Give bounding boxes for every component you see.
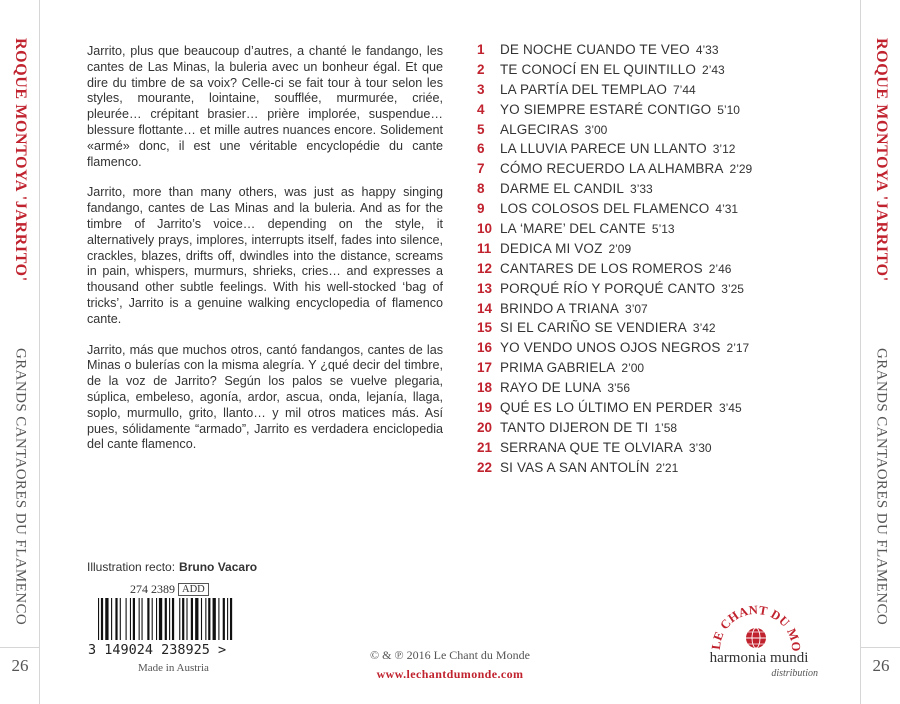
track-title: DARME EL CANDIL [500, 181, 625, 197]
track-title: QUÉ ES LO ÚLTIMO EN PERDER [500, 400, 713, 416]
track-number: 6 [477, 141, 485, 157]
track-duration: 2’17 [726, 341, 750, 356]
track-title: TANTO DIJERON DE TI [500, 419, 649, 435]
illustration-artist: Bruno Vacaro [179, 560, 258, 574]
track-row [477, 221, 807, 241]
track-title: SERRANA QUE TE OLVIARA [500, 439, 683, 455]
track-number: 1 [477, 42, 485, 57]
track-title: YO SIEMPRE ESTARÉ CONTIGO [500, 101, 712, 117]
right-spine [860, 0, 900, 704]
barcode-number: 3 149024 238925 > [88, 642, 227, 658]
track-duration: 3’25 [721, 281, 744, 296]
track-row [477, 141, 807, 161]
track-title: SI VAS A SAN ANTOLÍN [500, 459, 650, 475]
track-number: 3 [477, 81, 485, 97]
track-title: LA LLUVIA PARECE UN LLANTO [500, 141, 707, 157]
track-row [477, 82, 807, 102]
spine-artist-name: ROQUE MONTOYA 'JARRITO' [12, 38, 29, 282]
track-number: 17 [477, 360, 493, 376]
track-number: 18 [477, 380, 493, 396]
track-duration: 2’46 [708, 261, 732, 276]
track-number: 9 [477, 201, 485, 217]
track-title: LOS COLOSOS DEL FLAMENCO [500, 201, 710, 217]
distribution-label: distribution [771, 668, 818, 679]
spine-series-title: GRANDS CANTAORES DU FLAMENCO [873, 348, 890, 626]
made-in-label: Made in Austria [138, 662, 209, 674]
track-title: TE CONOCÍ EN EL QUINTILLO [500, 61, 697, 77]
spine-volume-number: 26 [872, 656, 890, 675]
track-title: SI EL CARIÑO SE VENDIERA [500, 320, 687, 336]
track-duration: 3’42 [692, 321, 716, 336]
track-row [477, 201, 807, 221]
track-number: 14 [477, 300, 493, 316]
track-row [477, 42, 807, 62]
track-duration: 3’00 [584, 122, 608, 137]
track-number: 5 [477, 121, 485, 137]
track-duration: 4’33 [695, 43, 719, 57]
track-row [477, 62, 807, 82]
track-duration: 7’44 [672, 82, 696, 97]
track-row [477, 301, 807, 321]
catalog-code: 274 2389 [130, 582, 175, 596]
track-number: 13 [477, 280, 493, 296]
track-number: 19 [477, 400, 493, 416]
track-number: 8 [477, 181, 485, 197]
track-duration: 2’29 [729, 162, 753, 177]
track-number: 21 [477, 439, 493, 455]
track-row [477, 460, 807, 480]
track-title: ALGECIRAS [500, 121, 579, 137]
spine-artist-name: ROQUE MONTOYA 'JARRITO' [873, 38, 890, 282]
track-row [477, 380, 807, 400]
track-title: LA ‘MARE’ DEL CANTE [500, 221, 646, 237]
track-title: PRIMA GABRIELA [500, 360, 616, 376]
track-duration: 3’56 [607, 381, 631, 396]
track-title: LA PARTÍA DEL TEMPLAO [500, 81, 667, 97]
copyright-notice: © & ℗ 2016 Le Chant du Monde [370, 648, 530, 662]
track-title: RAYO DE LUNA [500, 380, 602, 396]
notes-french: Jarrito, plus que beaucoup d’autres, a chanté le fandango, les cantes de Las Minas, la buleria avec un bonheur égal. Et que dire du timbre de sa voix? Celle-ci se fait tour à tour selon les styles, mourante, lointaine, soufflée, murmurée, criée, pleurée… crépitant brasier… prière implorée, suspendue… blessure flottante… et mille autres nuances encore. Solidement «armé» donc, il est une véritable encyclopédie du cante flamenco. [87, 44, 443, 169]
track-number: 12 [477, 260, 493, 276]
track-row [477, 261, 807, 281]
harmonia-mundi-name: harmonia mundi [709, 650, 809, 666]
track-number: 20 [477, 419, 493, 435]
add-badge: ADD [178, 583, 209, 596]
track-row [477, 181, 807, 201]
track-row [477, 400, 807, 420]
track-row [477, 420, 807, 440]
track-duration: 3’30 [688, 440, 712, 455]
track-duration: 2’43 [702, 62, 725, 77]
track-title: CÓMO RECUERDO LA ALHAMBRA [500, 161, 724, 177]
track-title: PORQUÉ RÍO Y PORQUÉ CANTO [500, 280, 716, 296]
track-duration: 5’10 [717, 102, 740, 117]
track-number: 16 [477, 340, 493, 356]
track-duration: 2’09 [608, 241, 632, 256]
track-row [477, 122, 807, 142]
track-duration: 2’00 [621, 361, 645, 376]
track-row [477, 161, 807, 181]
track-row [477, 241, 807, 261]
track-duration: 3’33 [630, 182, 653, 197]
track-duration: 5’13 [651, 222, 675, 237]
track-duration: 3’12 [712, 142, 736, 157]
track-duration: 4’31 [715, 202, 739, 217]
logo-arc-text: LE CHANT DU MO [708, 602, 804, 653]
track-number: 7 [477, 161, 485, 177]
track-duration: 1’58 [654, 420, 678, 435]
notes-spanish: Jarrito, más que muchos otros, cantó fandangos, cantes de las Minas o bulerías con la misma alegría. Y ¿qué decir del timbre, de la voz de Jarrito? Según los palos se vuelve plegaria, súplica, embeleso, agonía, ardor, ascua, onda, lejanía, llaga, soplo, murmullo, grito, llanto… y mil otros matices más. Así pues, sólidamente “armado”, Jarrito es verdadera enciclopedia del cante flamenco. [87, 342, 443, 452]
track-title: DE NOCHE CUANDO TE VEO [500, 42, 690, 57]
website-link[interactable]: www.lechantdumonde.com [376, 667, 524, 681]
track-number: 10 [477, 221, 493, 237]
liner-notes [87, 44, 443, 453]
spine-series-title: GRANDS CANTAORES DU FLAMENCO [12, 348, 29, 626]
track-duration: 3’45 [718, 401, 742, 416]
track-row [477, 320, 807, 340]
track-number: 4 [477, 101, 485, 117]
track-row [477, 102, 807, 122]
track-number: 15 [477, 320, 493, 336]
illustration-credit [87, 560, 257, 574]
track-list [477, 42, 807, 480]
left-spine [0, 0, 40, 704]
track-number: 11 [477, 240, 492, 256]
track-row [477, 440, 807, 460]
track-title: YO VENDO UNOS OJOS NEGROS [500, 340, 721, 356]
track-row [477, 340, 807, 360]
track-number: 2 [477, 61, 485, 77]
track-row [477, 281, 807, 301]
track-row [477, 360, 807, 380]
notes-english: Jarrito, more than many others, was just as happy singing fandango, cantes de Las Minas and la buleria. And as for the timbre of Jarrito’s voice… depending on the style, it alternatively prays, implores, interrupts itself, fades into silence, crackles, blazes, drifts off, dwindles into the distance, screams in pain, whispers, murmurs, shrieks, cries… and expresses a thousand other subtle feelings. With his well-stocked ‘bag of tricks’, Jarrito is a genuine walking encyclopedia of flamenco cante. [87, 185, 443, 326]
catalog-number [130, 582, 209, 597]
track-title: BRINDO A TRIANA [500, 300, 620, 316]
track-title: DEDICA MI VOZ [500, 240, 603, 256]
track-duration: 2’21 [655, 460, 679, 475]
track-title: CANTARES DE LOS ROMEROS [500, 260, 703, 276]
track-number: 22 [477, 459, 493, 475]
track-duration: 3’07 [625, 301, 648, 316]
illustration-label: Illustration recto: [87, 560, 176, 574]
spine-volume-number: 26 [11, 656, 29, 675]
